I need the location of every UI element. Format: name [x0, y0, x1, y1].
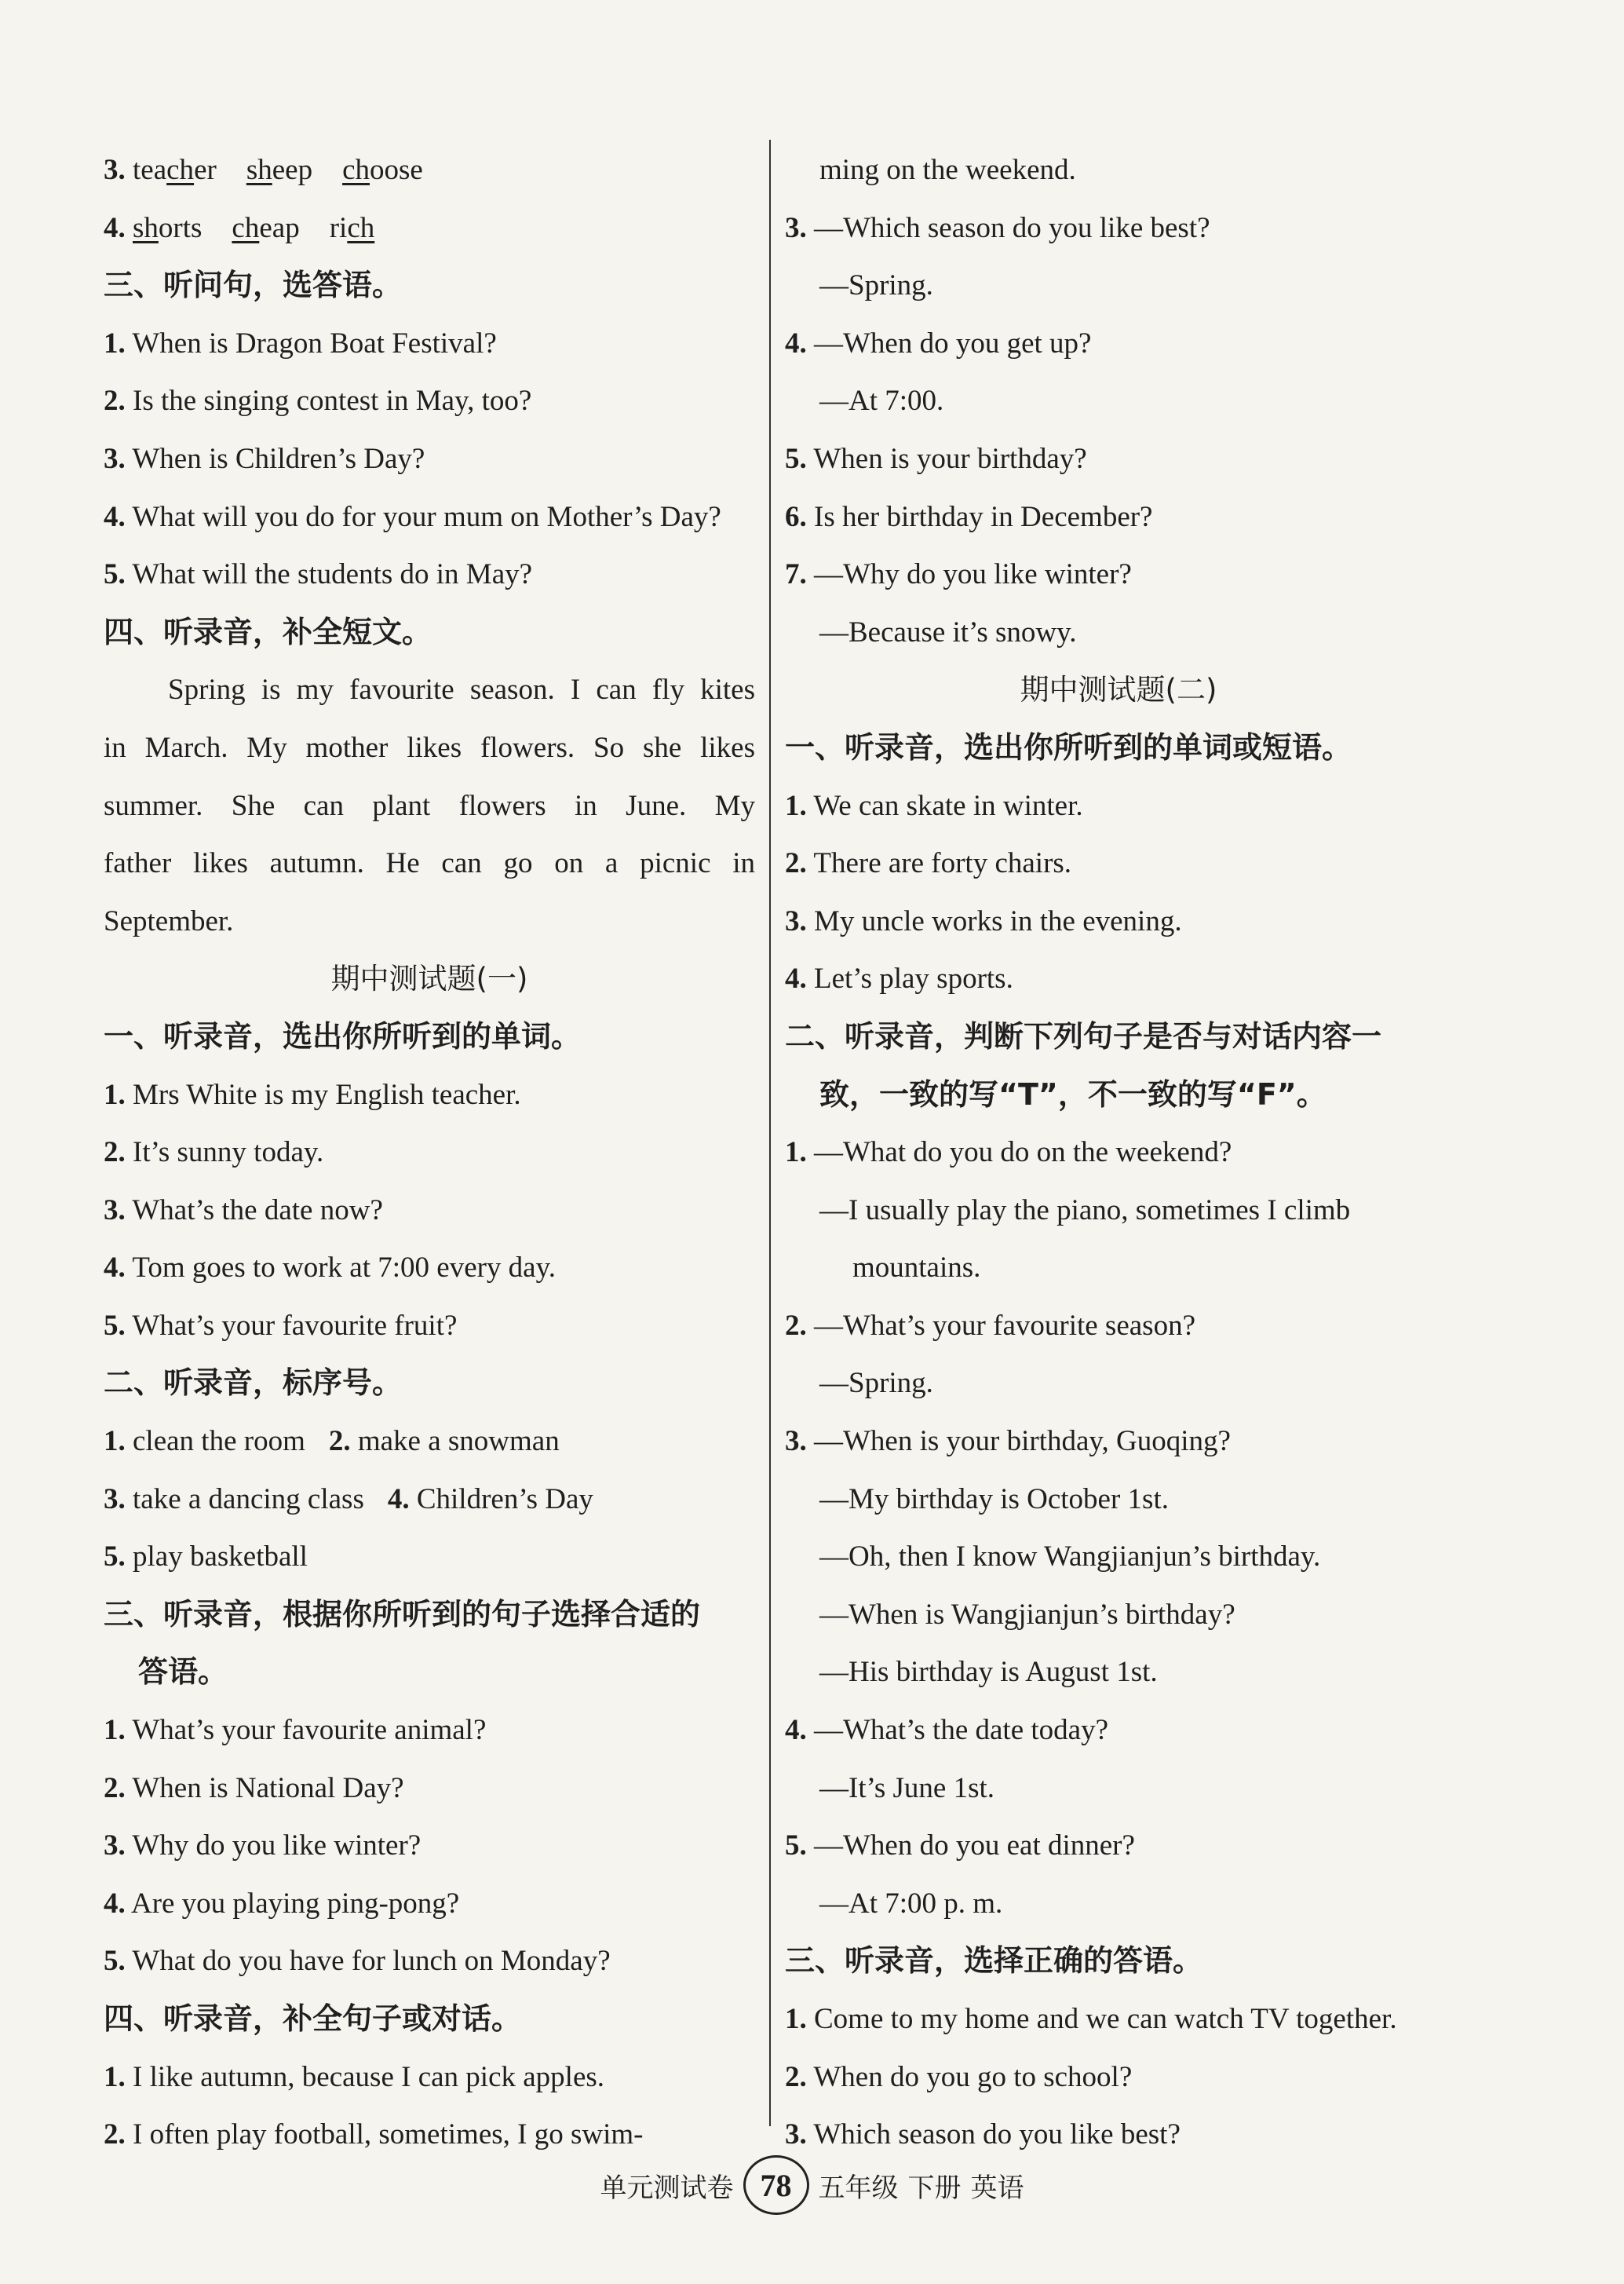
- list-item: 5. What will the students do in May?: [104, 558, 533, 591]
- list-item: 3. Which season do you like best?: [785, 2118, 1181, 2151]
- paragraph-line: September.: [104, 904, 234, 937]
- list-item: 4. —When do you get up?: [785, 327, 1092, 360]
- section-heading: 三、听录音，选择正确的答语。: [785, 1943, 1203, 1979]
- answer-line: —Spring.: [819, 1367, 933, 1400]
- paragraph-line: summer. She can plant flowers in June. My: [104, 789, 755, 822]
- list-item: 4. Let’s play sports.: [785, 963, 1013, 996]
- paragraph-line: in March. My mother likes flowers. So she likes: [104, 731, 755, 764]
- list-item: 5. What’s your favourite fruit?: [104, 1309, 458, 1342]
- answer-line: —His birthday is August 1st.: [819, 1656, 1158, 1689]
- list-item: 1. clean the room 2. make a snowman: [104, 1425, 560, 1458]
- phonics-row: 3. teacher sheep choose: [104, 154, 423, 186]
- test-title: 期中测试题(一): [330, 962, 528, 996]
- list-item: 5. —When do you eat dinner?: [785, 1829, 1135, 1862]
- section-heading: 一、听录音，选出你所听到的单词。: [104, 1018, 582, 1054]
- list-item: 3. When is Children’s Day?: [104, 442, 425, 475]
- list-item: 2. When do you go to school?: [785, 2060, 1133, 2093]
- list-item: 1. —What do you do on the weekend?: [785, 1136, 1232, 1169]
- section-heading: 四、听录音，补全句子或对话。: [104, 2001, 522, 2036]
- column-divider: [769, 140, 771, 2126]
- phonics-row: 4. shorts cheap rich: [104, 211, 375, 244]
- section-heading: 三、听问句，选答语。: [104, 268, 403, 303]
- section-heading: 二、听录音，标序号。: [104, 1365, 403, 1401]
- list-item: 3. —Which season do you like best?: [785, 211, 1210, 244]
- answer-line: mountains.: [852, 1252, 981, 1285]
- list-item: 5. When is your birthday?: [785, 442, 1087, 475]
- list-item: 1. Mrs White is my English teacher.: [104, 1078, 521, 1111]
- answer-line: —Because it’s snowy.: [819, 616, 1077, 649]
- list-item: 2. I often play football, sometimes, I go swim-: [104, 2118, 644, 2151]
- section-heading-cont: 致，一致的写“T”，不一致的写“F”。: [819, 1076, 1327, 1112]
- list-item: 3. —When is your birthday, Guoqing?: [785, 1425, 1231, 1458]
- right-column: [785, 141, 1452, 2164]
- list-item: 3. My uncle works in the evening.: [785, 904, 1182, 937]
- list-item: 5. play basketball: [104, 1540, 308, 1573]
- footer-subject: 英语: [970, 2172, 1024, 2204]
- list-item: 7. —Why do you like winter?: [785, 558, 1132, 591]
- list-item: 5. What do you have for lunch on Monday?: [104, 1945, 611, 1978]
- page-number: 78: [743, 2155, 809, 2215]
- section-heading: 二、听录音，判断下列句子是否与对话内容一: [785, 1018, 1382, 1054]
- answer-line: —I usually play the piano, sometimes I climb: [819, 1193, 1351, 1226]
- continued-line: ming on the weekend.: [819, 154, 1076, 186]
- list-item: 2. There are forty chairs.: [785, 847, 1072, 880]
- footer-volume: 下册: [907, 2172, 962, 2204]
- section-heading-cont: 答语。: [138, 1654, 228, 1690]
- footer-series: 单元测试卷: [600, 2172, 734, 2204]
- list-item: 2. It’s sunny today.: [104, 1136, 324, 1169]
- answer-line: —Oh, then I know Wangjianjun’s birthday.: [819, 1540, 1321, 1573]
- section-heading: 四、听录音，补全短文。: [104, 614, 432, 649]
- list-item: 3. take a dancing class 4. Children’s Day: [104, 1482, 593, 1515]
- list-item: 1. We can skate in winter.: [785, 789, 1083, 822]
- list-item: 1. Come to my home and we can watch TV together.: [785, 2003, 1397, 2035]
- answer-line: —At 7:00.: [819, 385, 944, 418]
- page-footer: [0, 2155, 1624, 2215]
- list-item: 2. When is National Day?: [104, 1771, 404, 1804]
- list-item: 3. What’s the date now?: [104, 1193, 383, 1226]
- list-item: 1. I like autumn, because I can pick apples.: [104, 2060, 605, 2093]
- paragraph-line: Spring is my favourite season. I can fly kites: [168, 674, 755, 707]
- list-item: 2. —What’s your favourite season?: [785, 1309, 1195, 1342]
- paragraph-line: father likes autumn. He can go on a picnic in: [104, 847, 755, 880]
- test-title: 期中测试题(二): [1020, 673, 1217, 707]
- section-heading: 一、听录音，选出你所听到的单词或短语。: [785, 729, 1352, 765]
- list-item: 4. —What’s the date today?: [785, 1714, 1109, 1747]
- list-item: 1. What’s your favourite animal?: [104, 1714, 487, 1747]
- footer-grade: 五年级: [818, 2172, 899, 2204]
- list-item: 1. When is Dragon Boat Festival?: [104, 327, 497, 360]
- answer-line: —It’s June 1st.: [819, 1771, 995, 1804]
- answer-line: —When is Wangjianjun’s birthday?: [819, 1598, 1235, 1631]
- answer-line: —My birthday is October 1st.: [819, 1482, 1169, 1515]
- list-item: 4. Tom goes to work at 7:00 every day.: [104, 1252, 556, 1285]
- list-item: 3. Why do you like winter?: [104, 1829, 422, 1862]
- answer-line: —Spring.: [819, 269, 933, 302]
- answer-line: —At 7:00 p. m.: [819, 1887, 1003, 1920]
- list-item: 2. Is the singing contest in May, too?: [104, 385, 532, 418]
- left-column: [104, 141, 755, 2164]
- list-item: 4. What will you do for your mum on Mother’s Day?: [104, 500, 721, 533]
- section-heading: 三、听录音，根据你所听到的句子选择合适的: [104, 1596, 701, 1632]
- list-item: 6. Is her birthday in December?: [785, 500, 1153, 533]
- list-item: 4. Are you playing ping-pong?: [104, 1887, 460, 1920]
